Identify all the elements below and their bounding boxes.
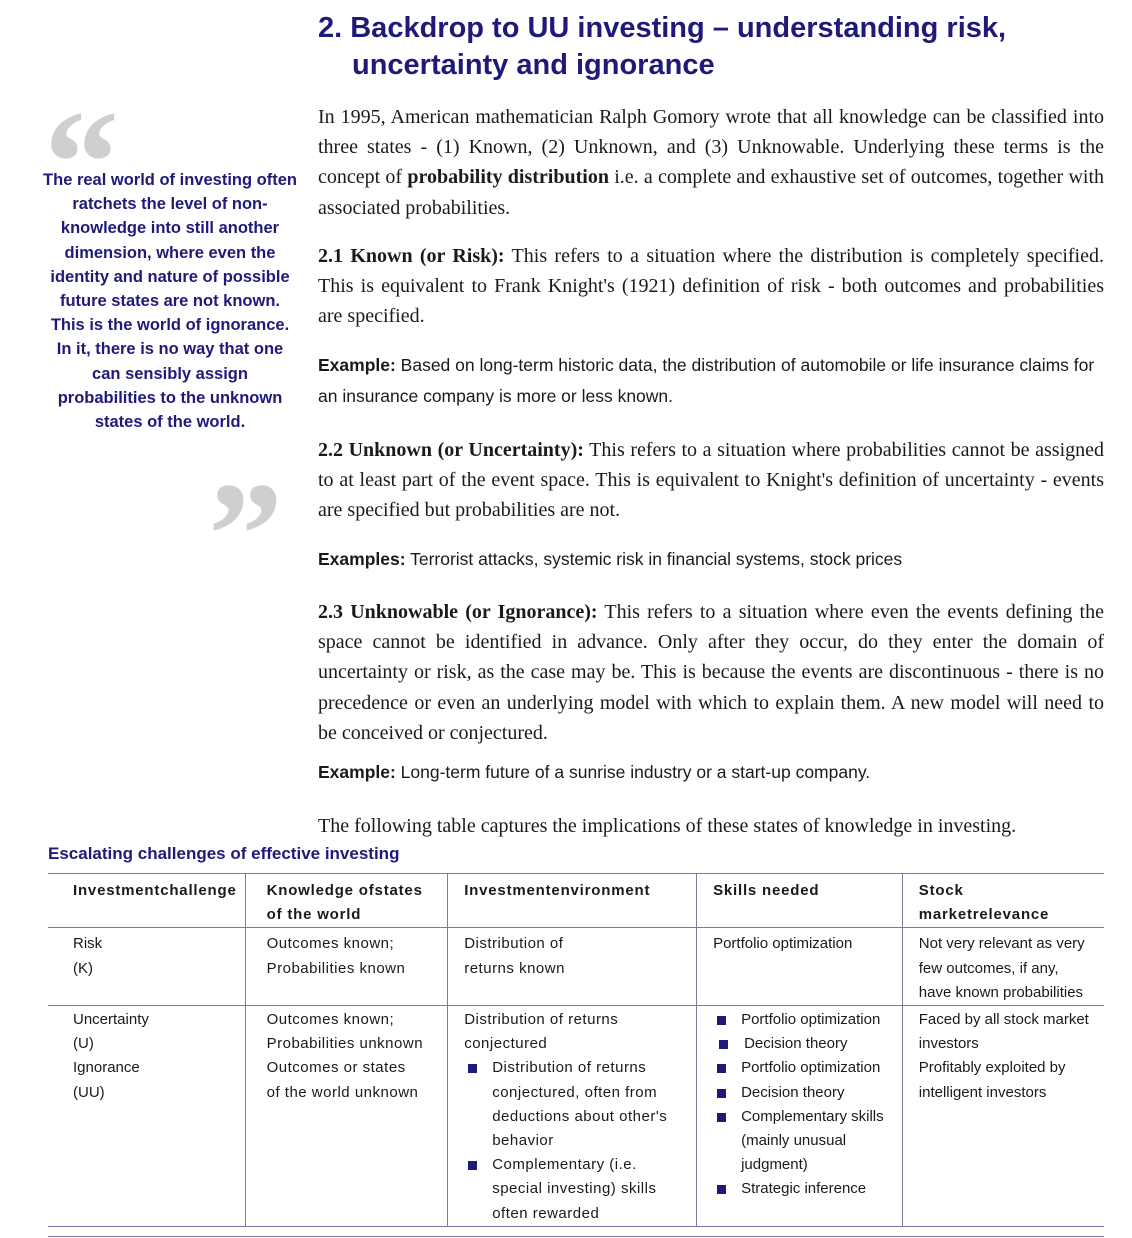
intro-paragraph [318,102,1104,223]
table-intro-sentence: The following table captures the implications of these states of knowledge in investing. [318,815,1017,837]
page-title-line-2: uncertainty and ignorance [352,49,715,81]
bottom-divider [48,1236,1104,1237]
known-text: This refers to a situation where the distribution is completely specified. This is equivalent to Frank Knight's (1921) definition of risk - both outcomes and probabilities are specified. [318,245,1104,328]
list-item: Portfolio optimization [713,1056,894,1080]
table-row-uncertainty [48,1006,1104,1057]
header-relevance: Stock marketrelevance [902,874,1104,928]
list-item: Decision theory [713,1032,894,1056]
cell-relevance: Not very relevant as very few outcomes, if any, have known probabilities [902,928,1104,1006]
unknown-example-text: Terrorist attacks, systemic risk in financial systems, stock prices [405,549,903,569]
cell-relevance: Faced by all stock market investors [902,1006,1104,1057]
known-example-label: Example: [318,355,396,375]
table-row-ignorance [48,1056,1104,1226]
list-item: Complementary skills (mainly unusual judgment) [713,1105,894,1178]
header-knowledge: Knowledge ofstates of the world [245,874,448,928]
intro-text: In 1995, American mathematician Ralph Gomory wrote that all knowledge can be classified into three states - (1) Known, (2) Unknown, and (3) Unknowable. Underlying these terms is the concept of [318,106,1104,189]
unknowable-example-label: Example: [318,762,396,782]
skills-list [713,1008,894,1056]
pull-quote: The real world of investing often ratchets the level of non-knowledge into still another dimension, where even the identity and nature of possible future states are not known. This is the world of ignorance. In it, there is no way that one can sensibly assign probabilities to the unknown states of the world. [43,171,297,432]
header-environment: Investmentenvironment [448,874,697,928]
known-paragraph [318,241,1104,332]
open-quote-mark: “ [44,80,119,246]
cell-environment: Distribution of returns conjectured [448,1006,697,1057]
intro-bold-term: probability distribution [407,166,609,189]
skills-list [713,1056,894,1201]
table-row-risk [48,928,1104,1006]
cell-challenge: Ignorance (UU) [48,1056,245,1226]
cell-relevance: Profitably exploited by intelligent investors [902,1056,1104,1226]
unknowable-text: This refers to a situation where even the events defining the space cannot be identified in advance. Only after they occur, do they enter the domain of uncertainty or risk, as the case may be. This is because the events are discontinuous - there is no precedence or even an underlying model with which to explain them. A new model will need to be conceived or conjectured. [318,601,1104,744]
list-item: Complementary (i.e. special investing) skills often rewarded [464,1153,688,1226]
close-quote-mark: ” [208,452,283,618]
table-header-row [48,874,1104,928]
unknown-text: This refers to a situation where probabilities cannot be assigned to at least part of the event space. This is equivalent to Knight's definition of uncertainty - events are specified but probabilities are not. [318,439,1104,522]
cell-challenge: Risk (K) [48,928,245,1006]
page-title [318,10,1098,84]
unknowable-heading: 2.3 Unknowable (or Ignorance): [318,601,598,623]
known-heading: 2.1 Known (or Risk): [318,245,505,267]
intro-text-end: i.e. a complete and exhaustive set of outcomes, together with associated probabilities. [318,166,1104,219]
unknown-heading: 2.2 Unknown (or Uncertainty): [318,439,584,461]
table-title: Escalating challenges of effective investing [48,844,400,863]
header-challenge: Investmentchallenge [48,874,245,928]
unknown-paragraph [318,435,1104,526]
unknown-example [318,544,1108,575]
challenges-table [48,873,1104,1227]
cell-skills: Portfolio optimization [697,928,903,1006]
cell-skills [697,1056,903,1226]
cell-knowledge: Outcomes known; Probabilities unknown [245,1006,448,1057]
page-title-line-1: 2. Backdrop to UU investing – understanding risk, [318,12,1007,44]
known-example [318,350,1108,412]
cell-environment [448,1056,697,1226]
unknowable-example [318,757,1108,788]
known-example-text: Based on long-term historic data, the distribution of automobile or life insurance claims for an insurance company is more or less known. [318,355,1095,406]
cell-knowledge: Outcomes known; Probabilities known [245,928,448,1006]
cell-knowledge: Outcomes or states of the world unknown [245,1056,448,1226]
list-item: Strategic inference [713,1177,894,1201]
list-item: Portfolio optimization [713,1008,894,1032]
unknowable-paragraph [318,597,1104,748]
list-item: Distribution of returns conjectured, often from deductions about other's behavior [464,1056,688,1153]
cell-skills [697,1006,903,1057]
cell-environment: Distribution of returns known [448,928,697,1006]
header-skills: Skills needed [697,874,903,928]
list-item: Decision theory [713,1081,894,1105]
unknown-example-label: Examples: [318,549,406,569]
unknowable-example-text: Long-term future of a sunrise industry or a start-up company. [395,762,871,782]
cell-challenge: Uncertainty (U) [73,1011,149,1053]
environment-list [464,1056,688,1225]
